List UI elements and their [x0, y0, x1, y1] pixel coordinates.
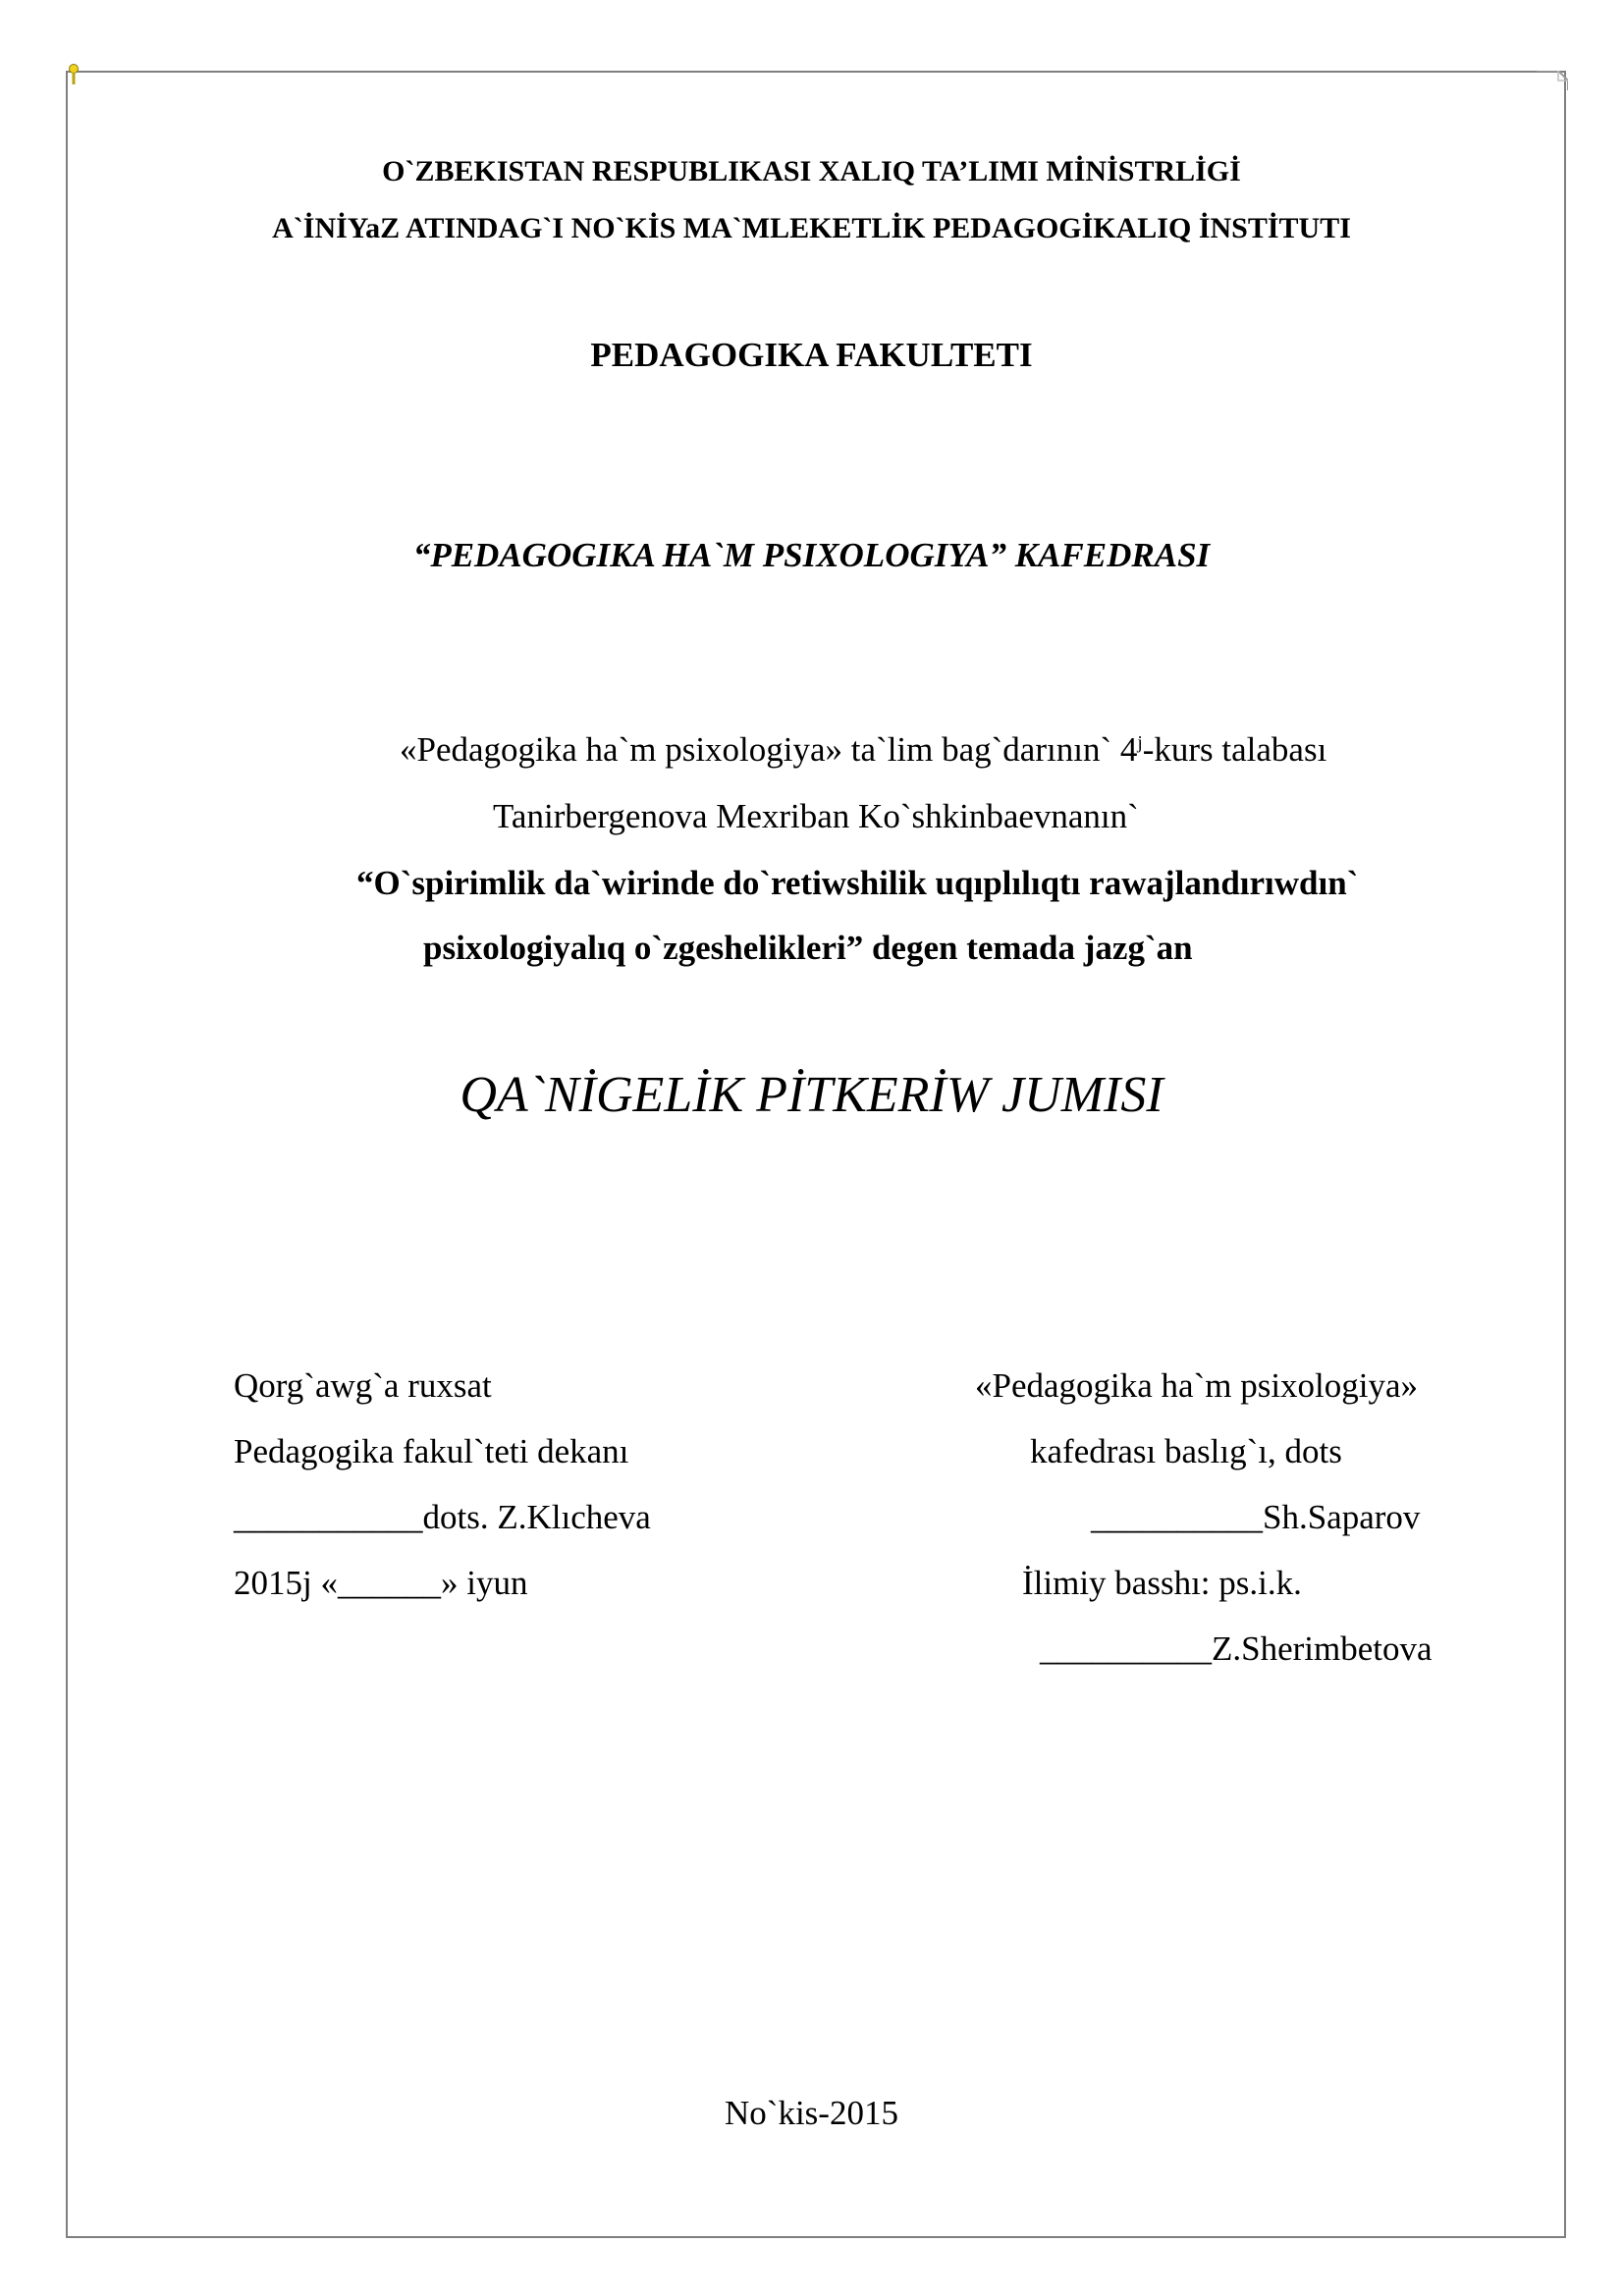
topic-line-1: “O`spirimlik da`wirinde do`retiwshilik uqıplılıqtı rawajlandırıwdın`: [356, 864, 1359, 902]
topic-line-2: psixologiyalıq o`zgeshelikleri” degen temada jazg`an: [423, 929, 1193, 967]
student-course-line: [400, 730, 1326, 770]
defense-permission: Qorg`awg`a ruxsat: [234, 1366, 492, 1405]
anchor-icon: [68, 63, 80, 88]
page-fold-corner: [1537, 71, 1568, 90]
student-course-suffix: -kurs talabası: [1142, 730, 1327, 769]
dean-title: Pedagogika fakul`teti dekanı: [234, 1432, 629, 1470]
page-border: [66, 71, 1566, 2238]
faculty-title: PEDAGOGIKA FAKULTETI: [590, 336, 1033, 374]
dean-signature: ___________dots. Z.Klıcheva: [234, 1498, 651, 1536]
student-course-text: «Pedagogika ha`m psixologiya» ta`lim bag`darının` 4: [400, 730, 1138, 769]
supervisor-signature: __________Z.Sherimbetova: [1040, 1629, 1433, 1668]
student-name: Tanirbergenova Mexriban Ko`shkinbaevnanın`: [493, 797, 1139, 835]
department-head-signature: __________Sh.Saparov: [1091, 1498, 1421, 1536]
supervisor-title: İlimiy basshı: ps.i.k.: [1022, 1564, 1302, 1602]
ministry-title: O`ZBEKISTAN RESPUBLIKASI XALIQ TA’LIMI MİNİSTRLİGİ: [382, 155, 1241, 187]
department-title: “PEDAGOGIKA HA`M PSIXOLOGIYA” KAFEDRASI: [412, 536, 1211, 574]
department-head-title: kafedrası baslıg`ı, dots: [1030, 1432, 1342, 1470]
work-title: QA`NİGELİK PİTKERİW JUMISI: [460, 1067, 1163, 1123]
place-year: No`kis-2015: [725, 2094, 898, 2132]
institute-title: A`İNİYaZ ATINDAG`I NO`KİS MA`MLEKETLİK PEDAGOGİKALIQ İNSTİTUTI: [272, 212, 1351, 244]
course-superscript: j: [1137, 732, 1143, 754]
approval-date: 2015j «______» iyun: [234, 1564, 528, 1602]
department-name: «Pedagogika ha`m psixologiya»: [975, 1366, 1419, 1405]
